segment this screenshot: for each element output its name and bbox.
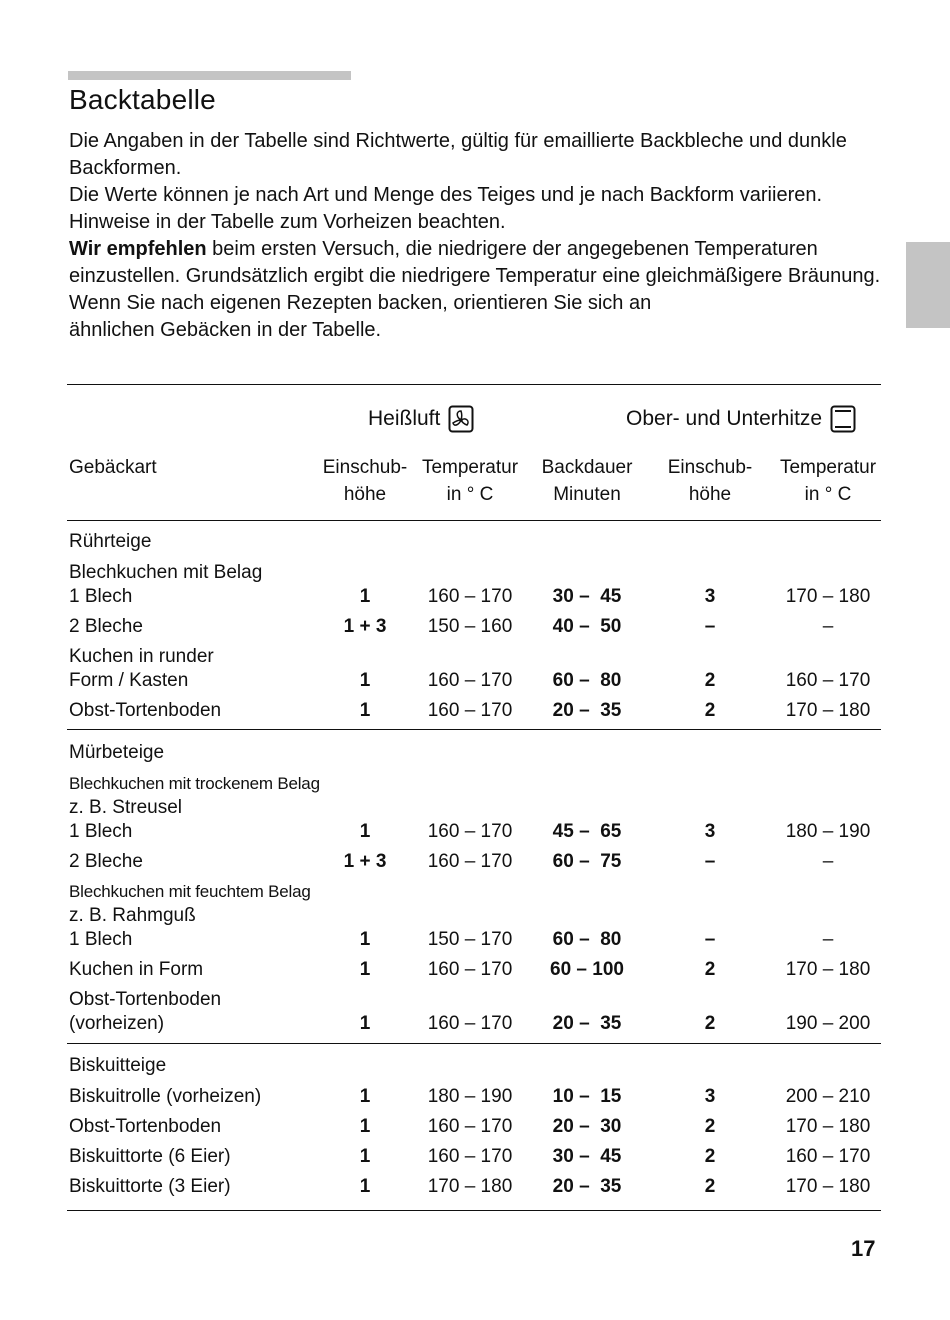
cell-temp-ou: 200 – 210 <box>785 1086 871 1107</box>
row-label: Blechkuchen mit trockenem Belag <box>69 774 320 793</box>
cell-temp-ou: 170 – 180 <box>785 700 871 721</box>
intro-paragraph-2: Die Werte können je nach Art und Menge des Teiges und je nach Backform variieren. <box>69 184 823 206</box>
row-label: Blechkuchen mit feuchtem Belag <box>69 882 311 901</box>
cell-shelf-ha: 1 + 3 <box>343 851 387 872</box>
intro-paragraph-5 <box>69 290 889 344</box>
column-header-baking-time <box>532 454 642 508</box>
row-label: Kuchen in Form <box>69 959 204 980</box>
intro-paragraph-3: Hinweise in der Tabelle zum Vorheizen beachten. <box>69 211 506 233</box>
cell-temp-ha: 170 – 180 <box>427 1176 513 1197</box>
row-label: Biskuittorte (3 Eier) <box>69 1176 231 1197</box>
cell-temp-ha: 160 – 170 <box>427 586 513 607</box>
cell-time: 20 – 35 <box>552 1013 622 1034</box>
group-header-hot-air <box>368 405 474 433</box>
cell-time: 30 – 45 <box>552 586 622 607</box>
cell-shelf-ha: 1 <box>359 1146 371 1167</box>
cell-shelf-ou: – <box>704 929 716 950</box>
cell-time: 60 – 100 <box>550 959 624 980</box>
row-label: Blechkuchen mit Belag <box>69 562 263 583</box>
section-title: Biskuitteige <box>69 1055 167 1076</box>
cell-shelf-ou: – <box>704 851 716 872</box>
column-header-baking-time-line-1: Backdauer <box>541 457 633 478</box>
cell-shelf-ha: 1 <box>359 929 371 950</box>
cell-temp-ou: – <box>822 616 834 637</box>
table-top-rule <box>67 384 881 385</box>
cell-temp-ha: 160 – 170 <box>427 851 513 872</box>
section-title: Mürbeteige <box>69 742 165 763</box>
group-header-hot-air-label: Heißluft <box>368 407 441 430</box>
group-header-top-bottom-heat-label: Ober- und Unterhitze <box>626 407 823 430</box>
cell-shelf-ou: 2 <box>704 1146 716 1167</box>
cell-shelf-ha: 1 <box>359 700 371 721</box>
cell-shelf-ha: 1 <box>359 1116 371 1137</box>
cell-temp-ha: 160 – 170 <box>427 959 513 980</box>
cell-shelf-ou: – <box>704 616 716 637</box>
section-bottom-rule <box>67 1210 881 1211</box>
cell-temp-ou: 170 – 180 <box>785 586 871 607</box>
cell-temp-ou: 170 – 180 <box>785 1116 871 1137</box>
cell-time: 30 – 45 <box>552 1146 622 1167</box>
row-label: z. B. Streusel <box>69 797 182 818</box>
row-label: 1 Blech <box>69 821 133 842</box>
cell-temp-ou: – <box>822 929 834 950</box>
hot-air-fan-icon <box>448 405 474 433</box>
page-number: 17 <box>851 1236 876 1261</box>
page-title: Backtabelle <box>69 84 216 115</box>
cell-temp-ou: – <box>822 851 834 872</box>
column-header-temp-top-bottom-line-1: Temperatur <box>779 457 877 478</box>
column-header-temp-hot-air-line-2: in ° C <box>446 484 494 505</box>
column-header-temp-top-bottom-line-2: in ° C <box>804 484 852 505</box>
intro-paragraph-4 <box>69 236 889 290</box>
cell-shelf-ou: 2 <box>704 1176 716 1197</box>
section-bottom-rule <box>67 729 881 730</box>
cell-temp-ha: 160 – 170 <box>427 1013 513 1034</box>
cell-shelf-ou: 3 <box>704 1086 716 1107</box>
intro-text <box>69 128 889 344</box>
row-label: Form / Kasten <box>69 670 189 691</box>
cell-temp-ha: 160 – 170 <box>427 1146 513 1167</box>
cell-shelf-ou: 3 <box>704 586 716 607</box>
cell-shelf-ha: 1 <box>359 1176 371 1197</box>
cell-temp-ou: 190 – 200 <box>785 1013 871 1034</box>
row-label: 2 Bleche <box>69 851 143 872</box>
cell-shelf-ou: 2 <box>704 1116 716 1137</box>
column-header-temp-hot-air <box>415 454 525 508</box>
column-header-temp-hot-air-line-1: Temperatur <box>421 457 519 478</box>
chapter-tab <box>906 242 950 328</box>
cell-temp-ha: 160 – 170 <box>427 700 513 721</box>
row-label: z. B. Rahmguß <box>69 905 196 926</box>
cell-temp-ha: 150 – 160 <box>427 616 513 637</box>
recommendation-text: beim ersten Versuch, die niedrigere der angegebenen Temperaturen einzustellen. Grundsätzlich ergibt die niedrigere Temperatur eine gleichmäßigere Bräunung. <box>69 238 881 287</box>
row-label: Obst-Tortenboden <box>69 1116 222 1137</box>
group-header-top-bottom-heat <box>626 405 856 433</box>
recommendation-label: Wir empfehlen <box>69 238 207 260</box>
intro-paragraph-1: Die Angaben in der Tabelle sind Richtwerte, gültig für emaillierte Backbleche und dunkle Backformen. <box>69 130 847 179</box>
cell-time: 60 – 80 <box>552 670 622 691</box>
cell-temp-ha: 160 – 170 <box>427 670 513 691</box>
column-header-shelf-hot-air-line-2: höhe <box>343 484 387 505</box>
row-label: Obst-Tortenboden <box>69 989 222 1010</box>
cell-shelf-ha: 1 <box>359 821 371 842</box>
row-label: Biskuitrolle (vorheizen) <box>69 1086 262 1107</box>
column-header-shelf-hot-air <box>315 454 415 508</box>
cell-temp-ou: 160 – 170 <box>785 670 871 691</box>
cell-time: 10 – 15 <box>552 1086 622 1107</box>
cell-temp-ha: 160 – 170 <box>427 1116 513 1137</box>
cell-shelf-ha: 1 <box>359 1013 371 1034</box>
cell-temp-ou: 170 – 180 <box>785 959 871 980</box>
cell-shelf-ha: 1 <box>359 959 371 980</box>
cell-shelf-ou: 3 <box>704 821 716 842</box>
column-header-shelf-top-bottom <box>660 454 760 508</box>
header-bottom-rule <box>67 520 881 521</box>
cell-time: 45 – 65 <box>552 821 622 842</box>
cell-time: 60 – 80 <box>552 929 622 950</box>
row-label: 2 Bleche <box>69 616 143 637</box>
section-bottom-rule <box>67 1043 881 1044</box>
column-header-temp-top-bottom <box>772 454 884 508</box>
cell-shelf-ha: 1 + 3 <box>343 616 387 637</box>
cell-temp-ou: 170 – 180 <box>785 1176 871 1197</box>
intro-paragraph-5-line-2: ähnlichen Gebäcken in der Tabelle. <box>69 319 382 341</box>
column-header-shelf-top-bottom-line-1: Einschub- <box>667 457 753 478</box>
column-header-gebaeckart: Gebäckart <box>69 457 157 478</box>
cell-temp-ha: 160 – 170 <box>427 821 513 842</box>
cell-temp-ha: 180 – 190 <box>427 1086 513 1107</box>
cell-shelf-ha: 1 <box>359 1086 371 1107</box>
cell-shelf-ou: 2 <box>704 670 716 691</box>
cell-time: 20 – 35 <box>552 700 622 721</box>
column-header-shelf-hot-air-line-1: Einschub- <box>322 457 408 478</box>
row-label: 1 Blech <box>69 929 133 950</box>
cell-temp-ou: 160 – 170 <box>785 1146 871 1167</box>
row-label: Kuchen in runder <box>69 646 214 667</box>
row-label: Biskuittorte (6 Eier) <box>69 1146 231 1167</box>
column-header-baking-time-line-2: Minuten <box>553 484 621 505</box>
cell-shelf-ha: 1 <box>359 670 371 691</box>
cell-temp-ha: 150 – 170 <box>427 929 513 950</box>
intro-paragraph-5-line-1: Wenn Sie nach eigenen Rezepten backen, orientieren Sie sich an <box>69 292 652 314</box>
section-title: Rührteige <box>69 531 152 552</box>
cell-time: 40 – 50 <box>552 616 622 637</box>
cell-shelf-ha: 1 <box>359 586 371 607</box>
cell-shelf-ou: 2 <box>704 700 716 721</box>
row-label: 1 Blech <box>69 586 133 607</box>
cell-time: 20 – 35 <box>552 1176 622 1197</box>
cell-time: 60 – 75 <box>552 851 622 872</box>
cell-shelf-ou: 2 <box>704 959 716 980</box>
top-bottom-heat-icon <box>830 405 856 433</box>
row-label: (vorheizen) <box>69 1013 165 1034</box>
cell-shelf-ou: 2 <box>704 1013 716 1034</box>
column-header-shelf-top-bottom-line-2: höhe <box>688 484 732 505</box>
cell-time: 20 – 30 <box>552 1116 622 1137</box>
row-label: Obst-Tortenboden <box>69 700 222 721</box>
cell-temp-ou: 180 – 190 <box>785 821 871 842</box>
section-accent-bar <box>68 71 351 80</box>
